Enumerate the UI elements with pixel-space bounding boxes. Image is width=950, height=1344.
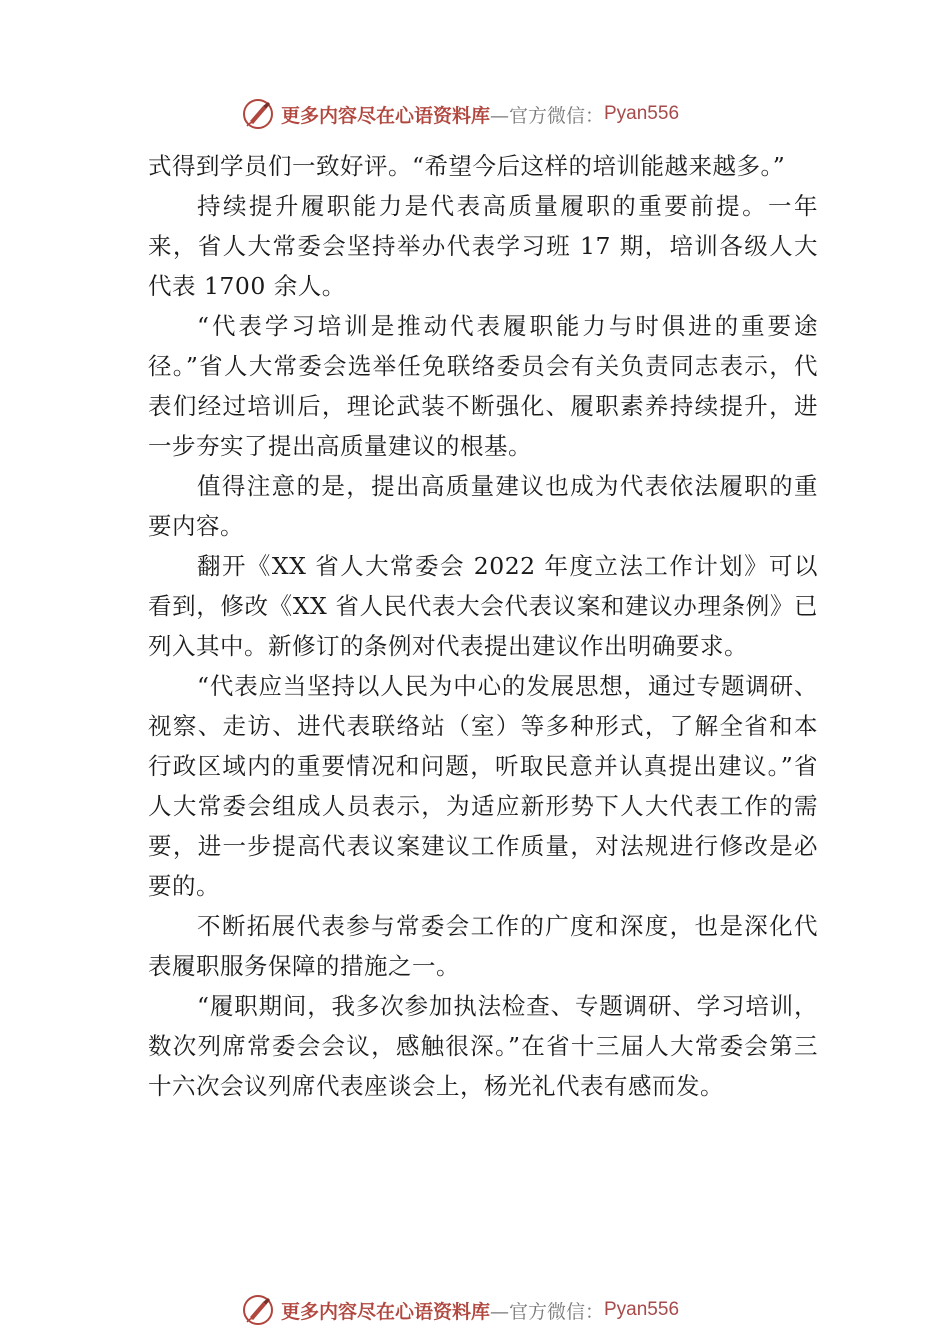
paragraph-4: 值得注意的是，提出高质量建议也成为代表依法履职的重要内容。 <box>148 472 818 540</box>
paragraph-6: “代表应当坚持以人民为中心的发展思想，通过专题调研、视察、走访、进代表联络站（室）等多种形式，了解全省和本行政区域内的重要情况和问题，听取民意并认真提出建议。”省人大常委会组成人员表示，为适应新形势下人大代表工作的需要，进一步提高代表议案建议工作质量，对法规进行修改是必要的。 <box>148 672 818 900</box>
paragraph-5: 翻开《XX 省人大常委会 2022 年度立法工作计划》可以看到，修改《XX 省人民代表大会代表议案和建议办理条例》已列入其中。新修订的条例对代表提出建议作出明确要求。 <box>148 552 818 660</box>
watermark-brand: 更多内容尽在心语资料库 <box>280 104 490 127</box>
watermark-wechat-id: Pyan556 <box>604 1299 680 1320</box>
paragraph-7: 不断拓展代表参与常委会工作的广度和深度，也是深化代表履职服务保障的措施之一。 <box>148 912 818 980</box>
pen-logo-icon <box>241 1293 275 1327</box>
header-watermark <box>0 94 950 134</box>
paragraph-3: “代表学习培训是推动代表履职能力与时俱进的重要途径。”省人大常委会选举任免联络委员会有关负责同志表示，代表们经过培训后，理论武装不断强化、履职素养持续提升，进一步夯实了提出高质量建议的根基。 <box>148 312 818 460</box>
watermark-wechat-id: Pyan556 <box>604 103 680 124</box>
paragraph-1: 式得到学员们一致好评。“希望今后这样的培训能越来越多。” <box>148 152 786 180</box>
pen-logo-icon <box>241 97 275 131</box>
paragraph-2: 持续提升履职能力是代表高质量履职的重要前提。一年来，省人大常委会坚持举办代表学习班 17 期，培训各级人大代表 1700 余人。 <box>148 192 818 300</box>
watermark-label: —官方微信： <box>489 1300 604 1323</box>
article-body <box>148 146 818 1106</box>
watermark-brand: 更多内容尽在心语资料库 <box>280 1300 490 1323</box>
watermark-label: —官方微信： <box>489 104 604 127</box>
paragraph-8: “履职期间，我多次参加执法检查、专题调研、学习培训，数次列席常委会会议，感触很深。”在省十三届人大常委会第三十六次会议列席代表座谈会上，杨光礼代表有感而发。 <box>148 992 818 1100</box>
footer-watermark <box>0 1290 950 1330</box>
